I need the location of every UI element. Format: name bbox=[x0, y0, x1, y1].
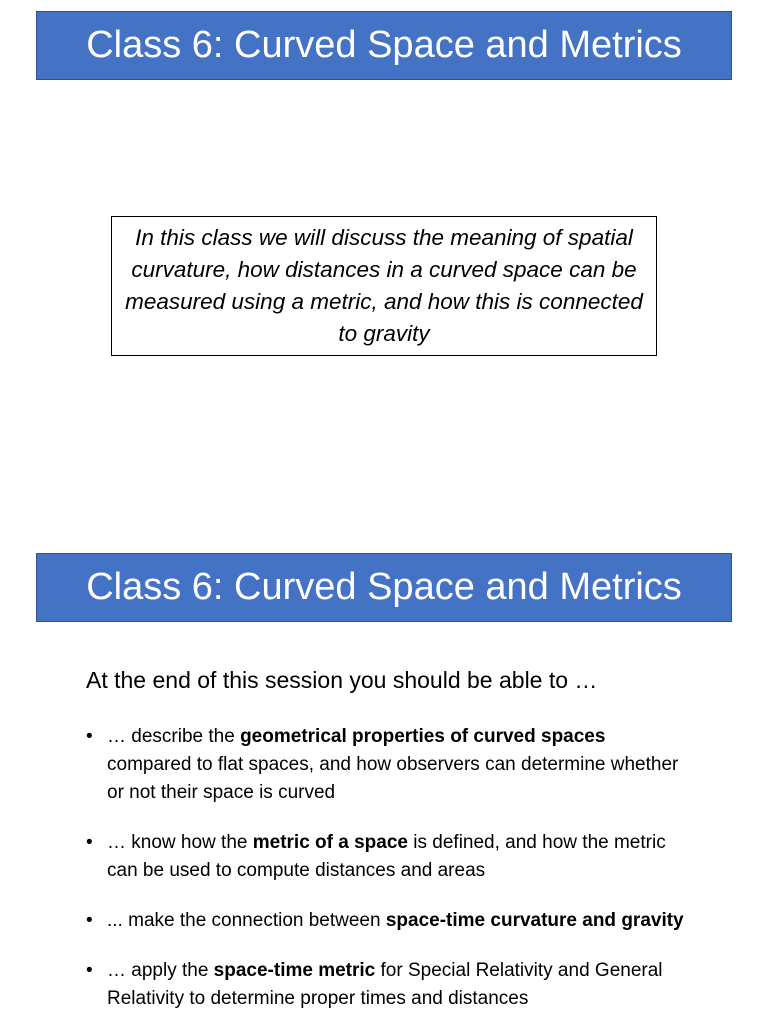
objective-bold: space-time curvature and gravity bbox=[385, 910, 684, 931]
bullet-icon: • bbox=[86, 910, 93, 931]
slide-2-title-bar bbox=[36, 553, 732, 622]
objective-post: compared to flat spaces, and how observers can determine whether or not their space is curved bbox=[107, 754, 679, 803]
objective-bold: space-time metric bbox=[213, 960, 376, 981]
objective-bold: metric of a space bbox=[252, 832, 408, 853]
objective-item bbox=[86, 957, 686, 1013]
objective-item bbox=[86, 907, 686, 935]
objective-post: is defined, and how the metric can be used to compute distances and areas bbox=[107, 832, 666, 881]
intro-box bbox=[111, 216, 657, 356]
objectives-list bbox=[86, 723, 686, 1035]
objectives-lead: At the end of this session you should be able to … bbox=[86, 667, 598, 693]
objective-bold: geometrical properties of curved spaces bbox=[240, 726, 606, 747]
objective-pre: … apply the bbox=[107, 960, 214, 981]
objective-post: for Special Relativity and General Relativity to determine proper times and distances bbox=[107, 960, 663, 1009]
objective-pre: ... make the connection between bbox=[107, 910, 386, 931]
objective-pre: … describe the bbox=[107, 726, 241, 747]
bullet-icon: • bbox=[86, 726, 93, 747]
slide-1-title: Class 6: Curved Space and Metrics bbox=[86, 24, 682, 66]
slide-2-title: Class 6: Curved Space and Metrics bbox=[86, 566, 682, 608]
bullet-icon: • bbox=[86, 960, 93, 981]
objective-pre: … know how the bbox=[107, 832, 253, 853]
objective-item bbox=[86, 829, 686, 885]
slide-1-title-bar bbox=[36, 11, 732, 80]
bullet-icon: • bbox=[86, 832, 93, 853]
objective-item bbox=[86, 723, 686, 807]
intro-text: In this class we will discuss the meaning of spatial curvature, how distances in a curved space can be measured using a metric, and how this is connected to gravity bbox=[125, 225, 643, 346]
